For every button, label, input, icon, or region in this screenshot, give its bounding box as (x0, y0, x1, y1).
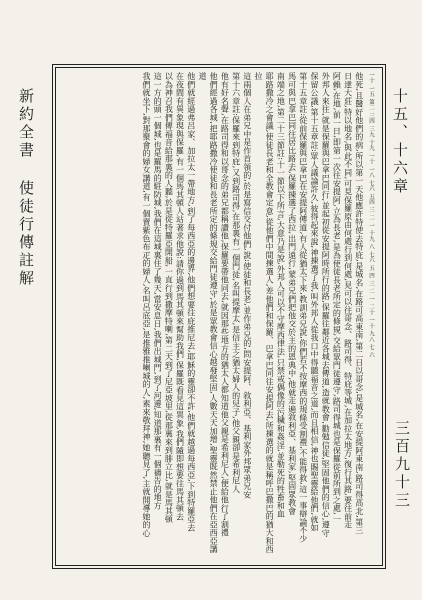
text-column: 在夜間有異象現與保羅,有一個馬其頓人站著求他說:請你過到馬其頓來幫助我們,保羅既看見這異象,我們隨即想要往馬其頓去 (175, 72, 185, 521)
book-title: 使徒行傳註解 (17, 180, 35, 288)
left-margin-title (18, 88, 33, 288)
chapter-label: 十五、十六章 (391, 88, 409, 196)
text-column: 第十五章註:從前保羅與巴拿巴在安提阿傳道,有人從猶太下來,教訓弟兄說,你們若不按摩西的規條受割禮,不能得救,這一事辯論不少 (298, 72, 308, 543)
text-column: 外邦人來往,就是保羅與巴拿巴同行,並起初從安提阿時所行的路,保羅往鄰近各城去傳道,造就教會,勸勉信徒,堅固他們的信心,遵守 (321, 72, 331, 538)
text-column: 阿賴,在地,前一日,即第一次往安提阿,立為長老,是為使徒長老所定的條規,交給眾門徒遵守,路司得城也是保羅從前所到之處,一 (332, 72, 342, 524)
text-column: 他死,且醫好他們的病,所以第一天他應許特使去特庇,是城名,在路可高東南,第二日以哥念,是城名,在安提阿東南,路司得高北,第三 (354, 72, 364, 535)
page-number: 三百九十三 (393, 420, 411, 510)
text-column: 日達大莊,特以地名,與此不同,可見保羅原由何處行到何處,見可以往哥念、路司得、特庇等城,在加拉太地方,復行其路,要往前走 (343, 72, 353, 529)
text-column: 這一方的頭一個城,也是羅馬的駐防城,我們在這城裏住了幾天,當安息日,我們出城門,到了河邊,知道那裏有一個禱告的地方 (153, 72, 163, 510)
text-column: 這兩個人在弟兄中是作首領的,於是寫信交付他們,說:使徒和長老,並作弟兄的,問安提阿、敘利亞、基利家外邦眾弟兄安 (242, 72, 252, 499)
collection-title: 新約全書 (17, 88, 35, 160)
text-column: 保留公議,第十五章註:眾人議論許久,彼得起來說,神揀選了我,叫外邦人從我口中得聽福音之道,而且相信,神也賜聖靈給他們,就如 (309, 72, 319, 532)
text-column: 他有好名聲,在路司得和以哥念的弟兄都稱讚他,保羅要帶他同去,就因那些地方的猶太人都知道他父親是希利尼人,便給他行了割禮 (220, 72, 230, 537)
text-column: 他們經過各城,把耶路撒冷使徒和長老所定的條規交給門徒遵守,於是眾教會信心越發堅固,人數天天加增,聖靈既然禁止他們在亞西亞講道 (197, 72, 219, 554)
commentary-body (64, 72, 376, 560)
verse-number-row: 一十 一五 第二 三四 三九 十九 一十 一八 七六 五四 三 二 一 十九 八 七六 五 四 三 二 一 二十 一十 九八 七 六 (368, 72, 374, 358)
text-column: 他們就經過弗呂家、加拉太一帶地方,到了每西亞的邊界,他們想要往庇推尼去,耶穌的靈卻不許,他們就越過每西亞,下到特羅亞去 (186, 72, 196, 532)
text-column: 以為神召我們傳福音給那裏的人聽,於是從特羅亞開船,一直行到撒摩特喇,第二天到了尼亞坡里,從那裏來到腓立比,就是馬其頓 (164, 72, 174, 524)
text-column: 馬可與巴拿巴同往居比路去,保羅揀選了西拉,出門遠行,蒙弟兄們把他交於主的恩典中,他就走遍敘利亞、基利家,堅固眾教會 (287, 72, 297, 515)
text-column: 我們就坐下,對那聚會的婦女講道,有一個賣紫色布疋的婦人,名叫呂底亞,是推雅推喇城的人,素來敬拜神,她聽見了,主就開導她的心 (141, 72, 151, 538)
text-column: 南端之地,第二十三節註:十一節以下所言,大意乃是說,外邦人可以不守摩西律法,只禁戒偶像的污穢和姦淫,並勒死的牲畜和血 (276, 72, 286, 518)
text-column: 耶路撒冷之會議,使徒長老和全教會定意,從他們中間揀選人,差他們和保羅、巴拿巴同往安提阿去,所揀選的就是稱呼巴撒巴的猶大和西拉 (253, 72, 275, 554)
text-column: 第十六章註:保羅來到特庇,又到路司得,在那裏有一個門徒,名叫提摩太,是信主之猶太婦人的兒子,他父親卻是希利尼人 (231, 72, 241, 494)
